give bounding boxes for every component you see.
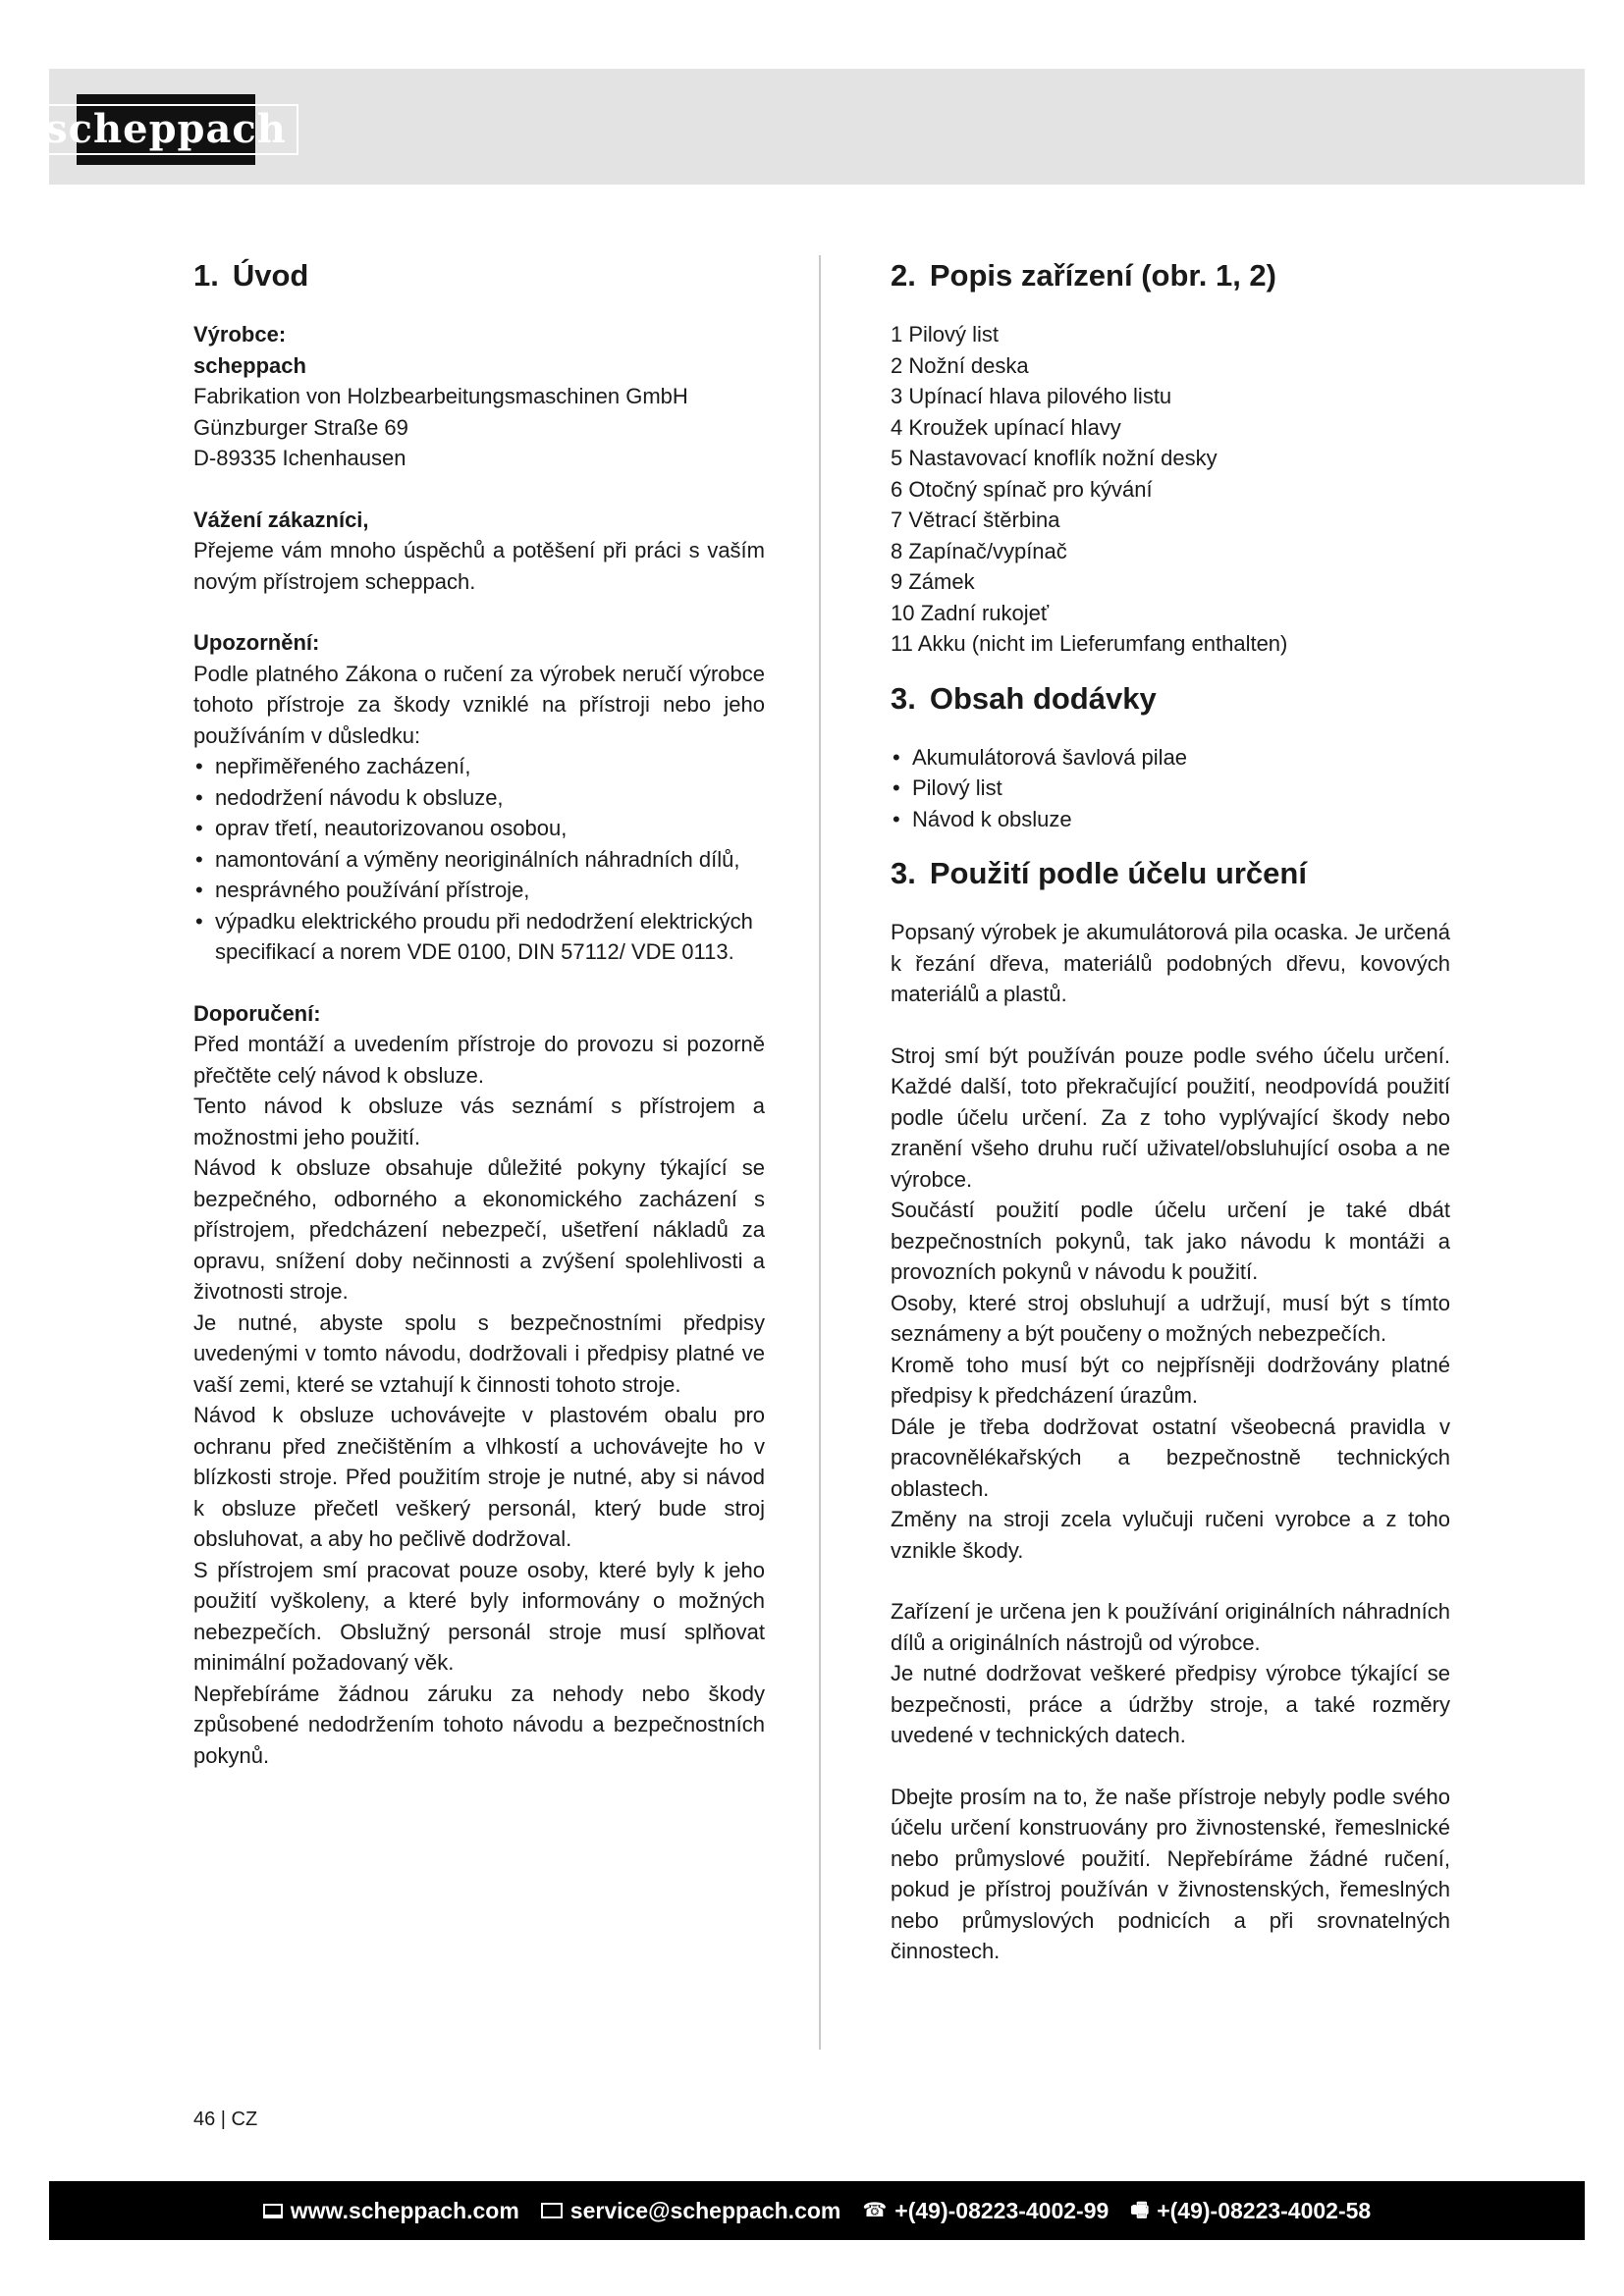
brand-logo: [45, 94, 287, 165]
list-item: 8 Zapínač/vypínač: [891, 538, 1067, 563]
paragraph: Dbejte prosím na to, že naše přístroje nebyly podle svého účelu určení konstruovány pro živnostenské, řemeslnické nebo průmyslové použití. Nepřebíráme žádné ručení, pokud je přístroj používán v živnostenských, řemeslných nebo průmyslových podnicích a při srovnatelných činnostech.: [891, 1784, 1450, 1963]
address-line: Fabrikation von Holzbearbeitungsmaschinen GmbH: [193, 384, 688, 408]
manufacturer-label: Výrobce:: [193, 322, 287, 347]
paragraph: Návod k obsluze uchovávejte v plastovém obalu pro ochranu před znečištěním a vlhkostí a uchovávejte ho v blízkosti stroje. Před použitím stroje je nutné, aby si návod k obsluze přečetl veškerý personál, který bude stroj obsluhovat, a aby ho pečlivě dodržoval.: [193, 1403, 765, 1551]
footer-website[interactable]: www.scheppach.com: [263, 2198, 519, 2224]
use-group: [891, 1782, 1450, 1967]
list-item: • oprav třetí, neautorizovanou osobou,: [193, 813, 765, 844]
list-item: 5 Nastavovací knoflík nožní desky: [891, 446, 1218, 470]
notice-list: [193, 751, 765, 968]
paragraph: Nepřebíráme žádnou záruku za nehody nebo škody způsobené nedodržením tohoto návodu a bezpečnostních pokynů.: [193, 1681, 765, 1768]
list-item: • namontování a výměny neoriginálních náhradních dílů,: [193, 844, 765, 876]
manufacturer-name: scheppach: [193, 352, 306, 378]
paragraph: Popsaný výrobek je akumulátorová pila ocaska. Je určená k řezání dřeva, materiálů podobných dřevu, kovových materiálů a plastů.: [891, 920, 1450, 1006]
list-item: 11 Akku (nicht im Lieferumfang enthalten): [891, 631, 1288, 656]
phone-icon: ☎: [862, 2200, 888, 2221]
list-item: 10 Zadní rukojeť: [891, 600, 1050, 625]
page-number: 46 | CZ: [193, 2109, 258, 2130]
notice-text: Podle platného Zákona o ručení za výrobek neručí výrobce tohoto přístroje za škody vzniklé na přístroji nebo jeho používáním v důsledku:: [193, 661, 765, 748]
greeting-block: [193, 505, 765, 598]
logo-text: scheppach: [33, 104, 298, 155]
paragraph: Změny na stroji zcela vylučuji ručeni vyrobce a z toho vznikle škody.: [891, 1507, 1450, 1563]
address-line: D-89335 Ichenhausen: [193, 446, 406, 470]
paragraph: Zařízení je určena jen k používání originálních náhradních dílů a originálních nástrojů od výrobce.: [891, 1599, 1450, 1655]
section-heading-contents: 3. Obsah dodávky: [891, 680, 1157, 716]
monitor-icon: [263, 2204, 283, 2218]
list-item: • nesprávného používání přístroje,: [193, 875, 765, 906]
list-item: • Akumulátorová šavlová pilae: [891, 742, 1450, 774]
list-item: • výpadku elektrického proudu při nedodržení elektrických specifikací a norem VDE 0100, DIN 57112/ VDE 0113.: [193, 906, 765, 968]
list-item: 6 Otočný spínač pro kývání: [891, 476, 1153, 502]
paragraph: Je nutné, abyste spolu s bezpečnostními předpisy uvedenými v tomto návodu, dodržovali i předpisy platné ve vaší zemi, které se vztahují k činnosti tohoto stroje.: [193, 1309, 765, 1397]
paragraph: Návod k obsluze obsahuje důležité pokyny týkající se bezpečného, odborného a ekonomického zacházení s přístrojem, předcházení nebezpečí, ušetření nákladů za opravu, snížení doby nečinnosti a zvýšení spolehlivosti a životnosti stroje.: [193, 1155, 765, 1304]
paragraph: Tento návod k obsluze vás seznámí s přístrojem a možnostmi jeho použití.: [193, 1094, 765, 1149]
left-column: [193, 250, 765, 1801]
section-heading-intended-use: 3. Použití podle účelu určení: [891, 856, 1307, 890]
footer-fax: 🖷 +(49)-08223-4002-58: [1130, 2197, 1372, 2223]
list-item: 7 Větrací štěrbina: [891, 507, 1060, 532]
list-item: 1 Pilový list: [891, 322, 1000, 347]
list-item: • nedodržení návodu k obsluze,: [193, 782, 765, 814]
notice-label: Upozornění:: [193, 630, 320, 655]
list-item: 9 Zámek: [891, 569, 975, 594]
section-heading-description: 2. Popis zařízení (obr. 1, 2): [891, 258, 1276, 293]
paragraph: Dále je třeba dodržovat ostatní všeobecná pravidla v pracovnělékařských a bezpečnostně technických oblastech.: [891, 1414, 1450, 1501]
right-column: [891, 250, 1450, 1998]
contents-list: [891, 742, 1450, 835]
greeting-label: Vážení zákazníci,: [193, 507, 369, 532]
footer-phone: ☎ +(49)-08223-4002-99: [862, 2197, 1110, 2223]
header-band: [45, 69, 1585, 185]
list-item: • nepřiměřeného zacházení,: [193, 751, 765, 782]
paragraph: Kromě toho musí být co nejpřísněji dodržovány platné předpisy k předcházení úrazům.: [891, 1352, 1450, 1408]
manufacturer-block: [193, 319, 765, 474]
paragraph: S přístrojem smí pracovat pouze osoby, které byly k jeho použití vyškoleny, a které byly informovány o možných nebezpečích. Obslužný personál stroje musí splňovat minimální požadovaný věk.: [193, 1557, 765, 1675]
address-line: Günzburger Straße 69: [193, 414, 408, 440]
use-group: [891, 1596, 1450, 1751]
fax-icon: 🖷: [1130, 2200, 1150, 2221]
use-group: [891, 917, 1450, 1010]
recommendation-block: [193, 998, 765, 1772]
greeting-text: Přejeme vám mnoho úspěchů a potěšení při práci s vaším novým přístrojem scheppach.: [193, 538, 765, 594]
paragraph: Stroj smí být používán pouze podle svého účelu určení. Každé další, toto překračující použití, neodpovídá použití podle účelu určení. Za z toho vyplývající škody nebo zranění všeho druhu ručí uživatel/obsluhující osoba a ne výrobce.: [891, 1042, 1450, 1192]
recommendation-label: Doporučení:: [193, 1000, 321, 1026]
list-item: 3 Upínací hlava pilového listu: [891, 384, 1172, 408]
list-item: • Pilový list: [891, 773, 1450, 804]
list-item: • Návod k obsluze: [891, 804, 1450, 835]
paragraph: Osoby, které stroj obsluhují a udržují, musí být s tímto seznámeny a být poučeny o možných nebezpečích.: [891, 1290, 1450, 1346]
contents-block: [891, 742, 1450, 835]
paragraph: Před montáží a uvedením přístroje do provozu si pozorně přečtěte celý návod k obsluze.: [193, 1032, 765, 1088]
paragraph: Je nutné dodržovat veškeré předpisy výrobce týkající se bezpečnosti, práce a údržby stroje, a také rozměry uvedené v technických datech.: [891, 1661, 1450, 1747]
use-group: [891, 1041, 1450, 1567]
section-heading-intro: 1. Úvod: [193, 258, 309, 293]
mail-icon: [541, 2203, 563, 2218]
list-item: 2 Nožní deska: [891, 352, 1029, 378]
notice-block: [193, 627, 765, 968]
column-divider: [819, 255, 821, 2050]
paragraph: Součástí použití podle účelu určení je také dbát bezpečnostních pokynů, tak jako návodu k montáži a provozních pokynů v návodu k použití.: [891, 1198, 1450, 1284]
footer-email[interactable]: service@scheppach.com: [541, 2198, 841, 2224]
parts-list: [891, 319, 1450, 660]
footer-band: [49, 2181, 1585, 2240]
list-item: 4 Kroužek upínací hlavy: [891, 414, 1121, 440]
